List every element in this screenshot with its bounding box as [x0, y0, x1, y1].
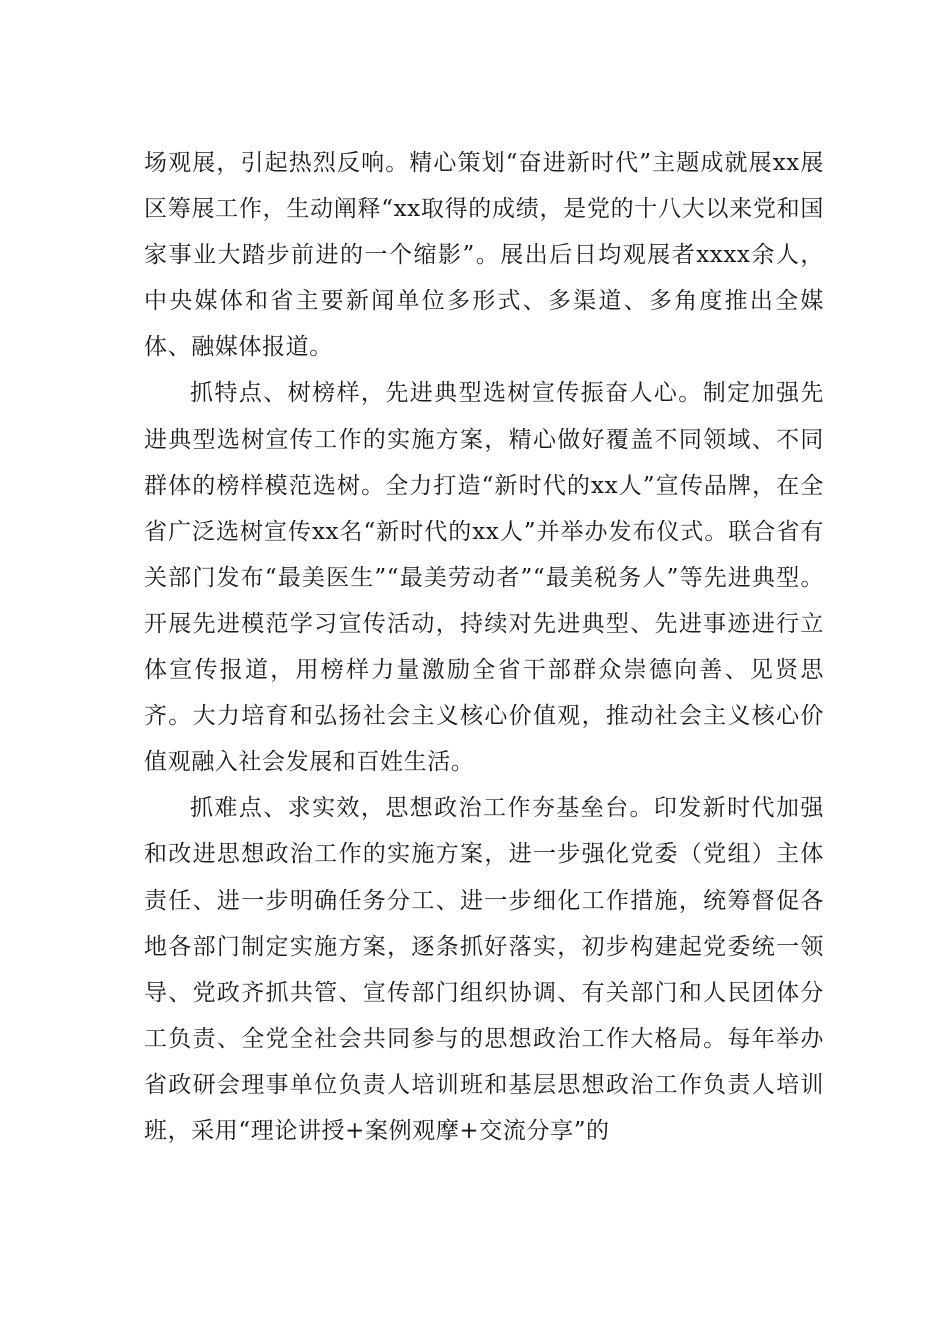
- paragraph-3: 抓难点、求实效，思想政治工作夯基垒台。印发新时代加强和改进思想政治工作的实施方案，进一步强化党委（党组）主体责任、进一步明确任务分工、进一步细化工作措施，统筹督促各地各部门制定实施方案，逐条抓好落实，初步构建起党委统一领导、党政齐抓共管、宣传部门组织协调、有关部门和人民团体分工负责、全党全社会共同参与的思想政治工作大格局。每年举办省政研会理事单位负责人培训班和基层思想政治工作负责人培训班，采用“理论讲授+案例观摩+交流分享”的: [144, 795, 824, 1144]
- document-body: [144, 140, 824, 1154]
- paragraph-2: 抓特点、树榜样，先进典型选树宣传振奋人心。制定加强先进典型选树宣传工作的实施方案，精心做好覆盖不同领域、不同群体的榜样模范选树。全力打造“新时代的xx人”宣传品牌，在全省广泛选树宣传xx名“新时代的xx人”并举办发布仪式。联合省有关部门发布“最美医生”“最美劳动者”“最美税务人”等先进典型。开展先进模范学习宣传活动，持续对先进典型、先进事迹进行立体宣传报道，用榜样力量激励全省干部群众崇德向善、见贤思齐。大力培育和弘扬社会主义核心价值观，推动社会主义核心价值观融入社会发展和百姓生活。: [144, 380, 824, 776]
- paragraph-1: 场观展，引起热烈反响。精心策划“奋进新时代”主题成就展xx展区筹展工作，生动阐释“xx取得的成绩，是党的十八大以来党和国家事业大踏步前进的一个缩影”。展出后日均观展者xxxx余人，中央媒体和省主要新闻单位多形式、多渠道、多角度推出全媒体、融媒体报道。: [144, 150, 824, 361]
